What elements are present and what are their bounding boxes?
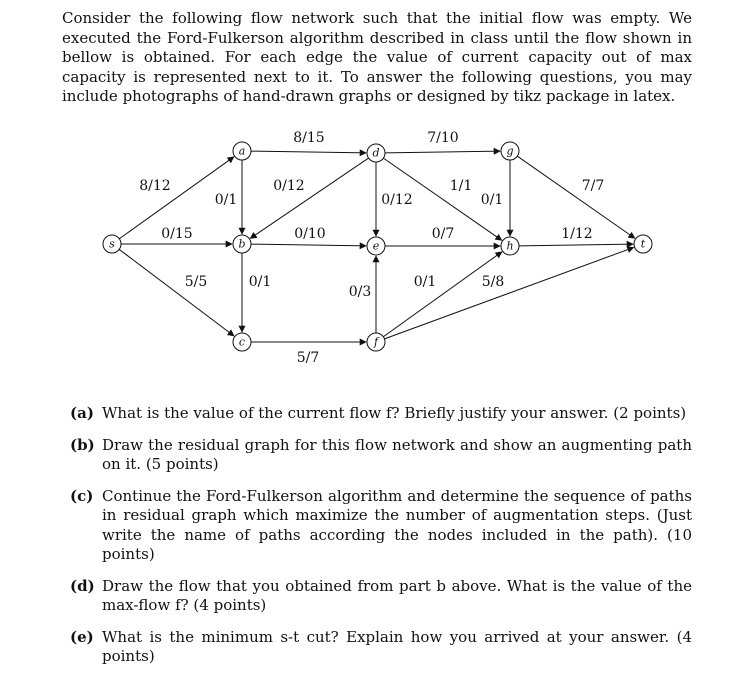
question-text: What is the minimum s-t cut? Explain how you arrived at your answer. (4 points): [102, 627, 692, 665]
edge-label-d-e: 0/12: [381, 192, 413, 208]
edge-label-s-a: 8/12: [139, 178, 171, 194]
node-label-f: f: [373, 335, 379, 349]
question-text: Draw the residual graph for this flow network and show an augmenting path on it. (5 points): [102, 435, 692, 473]
edge-label-h-t: 1/12: [561, 226, 593, 242]
question-a: [70, 404, 692, 424]
question-text: Draw the flow that you obtained from part b above. What is the value of the max-flow f? (4 points): [102, 576, 692, 614]
node-label-d: d: [372, 146, 380, 160]
edge-d-g: [385, 151, 500, 153]
edge-label-a-d: 8/15: [293, 130, 325, 146]
node-label-s: s: [109, 237, 115, 251]
edge-label-e-h: 0/7: [431, 226, 455, 242]
question-label: (a): [70, 404, 94, 422]
question-label: (c): [70, 486, 94, 505]
question-text: What is the value of the current flow f? Briefly justify your answer. (2 points): [102, 404, 687, 422]
question-e: [70, 628, 692, 667]
node-label-c: c: [238, 335, 246, 349]
node-label-h: h: [506, 239, 514, 253]
edge-label-c-f: 5/7: [296, 350, 320, 366]
question-label: (e): [70, 627, 94, 646]
edge-a-d: [251, 151, 366, 153]
edge-label-s-b: 0/15: [161, 226, 193, 242]
intro-paragraph: Consider the following flow network such that the initial flow was empty. We executed the Ford-Fulkerson algorithm described in class until the flow shown in bellow is obtained. For each edge the value of current capacity out of max capacity is represented next to it. To answer the following questions, you may include photographs of hand-drawn graphs or designed by tikz package in latex.: [62, 9, 692, 105]
question-label: (b): [70, 435, 95, 454]
question-c: [70, 487, 692, 565]
question-label: (d): [70, 576, 95, 595]
edge-label-d-b: 0/12: [273, 178, 305, 194]
edge-label-f-t: 5/8: [481, 274, 505, 290]
node-label-b: b: [238, 237, 246, 251]
edge-label-a-b: 0/1: [214, 192, 238, 208]
edge-f-t: [384, 247, 633, 338]
question-d: [70, 577, 692, 616]
edge-b-e: [251, 244, 366, 246]
edge-f-h: [383, 252, 502, 337]
edge-label-b-e: 0/10: [294, 226, 326, 242]
node-label-a: a: [238, 144, 246, 158]
edge-label-d-h: 1/1: [449, 178, 473, 194]
edge-label-f-e: 0/3: [348, 284, 372, 300]
node-label-e: e: [372, 239, 380, 253]
edge-h-t: [519, 244, 633, 246]
question-b: [70, 436, 692, 475]
edge-label-f-h: 0/1: [413, 274, 437, 290]
flow-network-diagram: [0, 120, 755, 380]
edge-label-g-h: 0/1: [480, 192, 504, 208]
edge-label-d-g: 7/10: [427, 130, 459, 146]
edge-s-c: [119, 249, 234, 336]
node-label-g: g: [506, 144, 514, 158]
edge-label-b-c: 0/1: [248, 274, 272, 290]
question-text: Continue the Ford-Fulkerson algorithm and determine the sequence of paths in residual graph which maximize the number of augmentation steps. (Just write the name of paths according the nodes included in the path). (10 points): [102, 486, 692, 563]
edge-label-s-c: 5/5: [184, 274, 208, 290]
edge-label-g-t: 7/7: [581, 178, 605, 194]
question-list: [70, 404, 692, 679]
node-label-t: t: [640, 237, 646, 251]
